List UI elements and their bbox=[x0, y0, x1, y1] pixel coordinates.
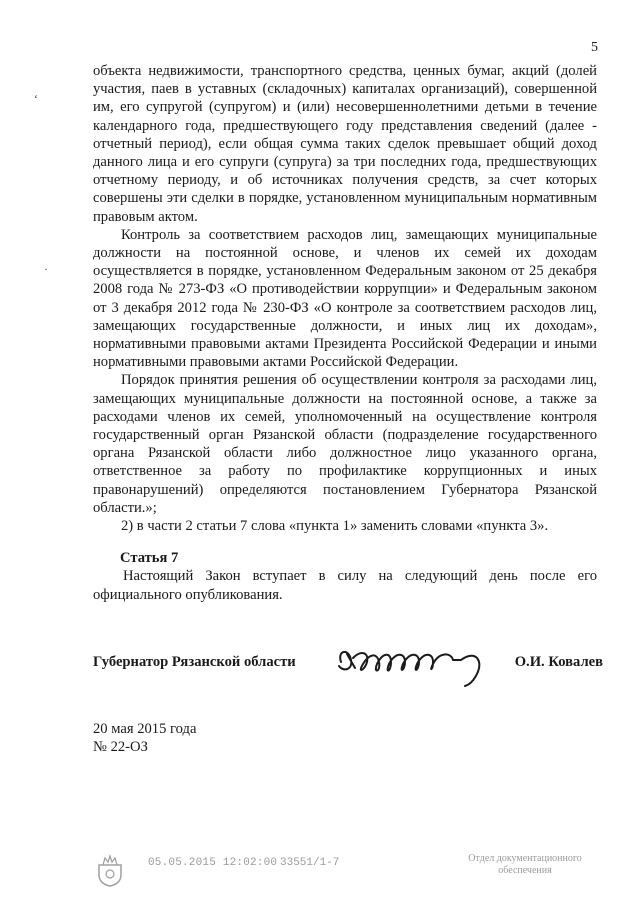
margin-mark: ‘ bbox=[34, 92, 38, 106]
department-stamp: Отдел документационного обеспечения bbox=[468, 853, 582, 876]
paragraph-expense-control: Контроль за соответствием расходов лиц, замещающих муниципальные должности на постоянной основе, и членов их семей их доходам осуществляется в порядке, установленном Федеральным законом от 25 декабря 2008 года № 273-ФЗ «О противодействии коррупции» и Федеральным законом от 3 декабря 2012 года № 230-ФЗ «О контроле за соответствием расходов лиц, замещающих государственные должности, и иных лиц их доходам», нормативными правовыми актами Президента Российской Федерации и иными нормативными правовыми актами Российской Федерации. bbox=[93, 226, 597, 371]
coat-of-arms-icon bbox=[95, 853, 125, 887]
registration-timestamp: 05.05.2015 12:02:00 bbox=[148, 857, 278, 869]
signature-block bbox=[93, 640, 603, 690]
paragraph-amendment: 2) в части 2 статьи 7 слова «пункта 1» заменить словами «пункта 3». bbox=[121, 518, 549, 535]
paragraph-continuation: объекта недвижимости, транспортного средства, ценных бумаг, акций (долей участия, паев в уставных (складочных) капиталах организаций), совершенной им, его супругой (супругом) и (или) несовершеннолетними детьми в течение календарного года, предшествующего году представления сведений (далее - отчетный период), если общая сумма таких сделок превышает общий доход данного лица и его супруги (супруга) за три последних года, предшествующих отчетному периоду, и об источниках получения средств, за счет которых совершены эти сделки в порядке, установленном муниципальным нормативным правовым актом. bbox=[93, 63, 597, 225]
signatory-position: Губернатор Рязанской области bbox=[93, 654, 296, 670]
registration-footer bbox=[0, 853, 640, 893]
law-number: № 22-ОЗ bbox=[93, 739, 148, 755]
article-title: Статья 7 bbox=[120, 550, 179, 566]
page-number: 5 bbox=[591, 40, 598, 55]
registration-code: 33551/1-7 bbox=[280, 857, 340, 869]
handwritten-signature bbox=[333, 640, 503, 690]
article-body: Настоящий Закон вступает в силу на следующий день после его официального опубликования. bbox=[93, 568, 597, 603]
date-block bbox=[93, 720, 196, 756]
paragraph-decision-procedure: Порядок принятия решения об осуществлении контроля за расходами лиц, замещающих муниципальные должности на постоянной основе, а также за расходами членов их семей, уполномоченный на осуществление контроля государственный орган Рязанской области (подразделение государственного органа Рязанской области либо должностное лицо указанного органа, ответственное за работу по профилактике коррупционных и иных правонарушений) определяются постановлением Губернатора Рязанской области.»; bbox=[93, 372, 597, 516]
article-text bbox=[93, 567, 597, 605]
margin-mark: · bbox=[44, 262, 48, 276]
signatory-name: О.И. Ковалев bbox=[514, 654, 603, 670]
signing-date: 20 мая 2015 года bbox=[93, 721, 197, 737]
document-body bbox=[93, 62, 597, 535]
